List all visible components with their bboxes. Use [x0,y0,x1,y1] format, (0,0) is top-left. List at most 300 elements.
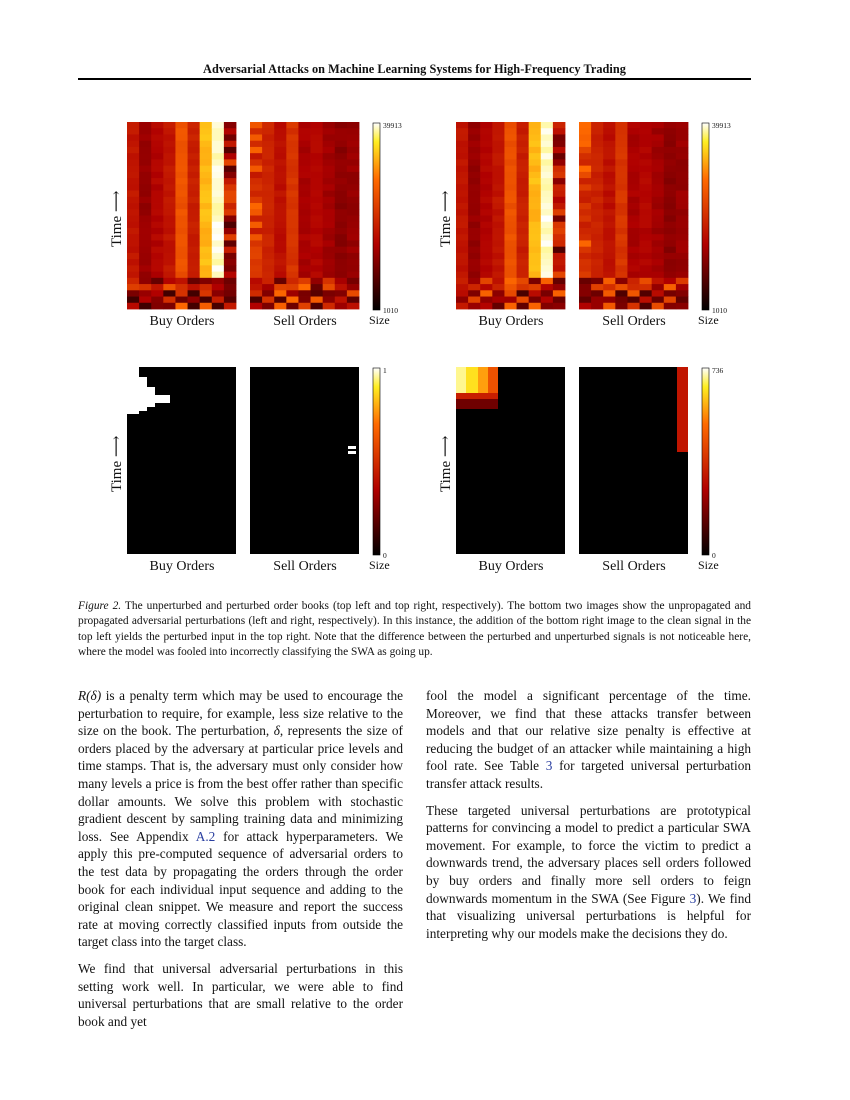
heatmap-cell [175,197,188,204]
heatmap-cell [492,184,505,191]
heatmap-cell [262,153,275,160]
heatmap-cell [480,134,493,141]
heatmap-cell [615,153,628,160]
heatmap-cell [347,122,360,129]
heatmap-cell [347,203,360,210]
heatmap-cell [212,197,225,204]
heatmap-cell [224,203,237,210]
heatmap-cell [163,134,176,141]
heatmap-cell [188,172,201,179]
heatmap-cell [323,191,336,198]
heatmap-cell [200,303,213,310]
heatmap-cell [468,153,481,160]
heatmap-cell [127,284,140,291]
heatmap-cell [541,278,554,285]
heatmap-cell [456,222,469,229]
heatmap-cell [139,272,152,279]
heatmap-cell [529,172,542,179]
heatmap-cell [492,122,505,129]
heatmap-cell [200,209,213,216]
heatmap-cell [311,166,324,173]
heatmap-cell [163,216,176,223]
heatmap-cell [163,153,176,160]
heatmap-cell [212,265,225,272]
heatmap-cell [139,290,152,297]
heatmap-cell [262,259,275,266]
heatmap-cell [553,272,566,279]
heatmap-cell [286,122,299,129]
heatmap-cell [163,272,176,279]
heatmap-cell [615,159,628,166]
heatmap-cell [468,209,481,216]
heatmap-cell [250,284,263,291]
heatmap-cell [652,216,665,223]
heatmap-cell [676,303,689,310]
heatmap-cell [468,203,481,210]
heatmap-cell [163,128,176,135]
buy-propagated-fade [456,399,498,409]
heatmap-cell [492,209,505,216]
heatmap-cell [311,222,324,229]
heatmap-cell [480,216,493,223]
heatmap-cell [553,303,566,310]
heatmap-cell [151,303,164,310]
heatmap-cell [640,153,653,160]
heatmap-cell [311,240,324,247]
heatmap-cell [579,191,592,198]
heatmap-cell [335,290,348,297]
heatmap-cell [504,184,517,191]
heatmap-cell [591,265,604,272]
heatmap-cell [504,216,517,223]
heatmap-cell [664,265,677,272]
heatmap-cell [250,303,263,310]
heatmap-cell [335,184,348,191]
heatmap-cell [212,178,225,185]
heatmap-cell [274,159,287,166]
heatmap-cell [603,240,616,247]
heatmap-cell [517,141,530,148]
heatmap-cell [480,191,493,198]
heatmap-cell [188,247,201,254]
heatmap-cell [127,141,140,148]
heatmap-cell [517,259,530,266]
heatmap-cell [640,178,653,185]
heatmap-cell [311,184,324,191]
heatmap-cell [615,272,628,279]
heatmap-cell [274,203,287,210]
text-span: fool the model a significant percentage of the time. Moreover, we find that these attacks transfer between models and that our relative size penalty is effective at reducing the budget of an attacker while maintaining a high fool rate. See Table [426,688,751,774]
heatmap-cell [579,147,592,154]
heatmap-cell [335,128,348,135]
heatmap-cell [492,166,505,173]
heatmap-cell [212,303,225,310]
heatmap-cell [224,191,237,198]
heatmap-cell [274,172,287,179]
heatmap-cell [335,253,348,260]
heatmap-cell [200,247,213,254]
heatmap-cell [553,290,566,297]
heatmap-cell [212,253,225,260]
heatmap-cell [579,303,592,310]
heatmap-cell [224,128,237,135]
heatmap-cell [212,240,225,247]
heatmap-cell [492,253,505,260]
heatmap-cell [603,209,616,216]
heatmap-cell [517,134,530,141]
heatmap-cell [151,147,164,154]
heatmap-cell [151,272,164,279]
heatmap-cell [615,147,628,154]
heatmap-cell [311,247,324,254]
heatmap-cell [468,216,481,223]
heatmap-cell [298,184,311,191]
heatmap-cell [250,147,263,154]
heatmap-cell [591,228,604,235]
heatmap-cell [553,259,566,266]
heatmap-cell [127,216,140,223]
heatmap-cell [504,247,517,254]
heatmap-cell [541,203,554,210]
heatmap-cell [127,297,140,304]
heatmap-cell [311,228,324,235]
heatmap-cell [480,247,493,254]
heatmap-cell [212,216,225,223]
heatmap-cell [504,259,517,266]
heatmap-cell [529,247,542,254]
heatmap-cell [224,259,237,266]
heatmap-cell [335,191,348,198]
heatmap-cell [541,259,554,266]
heatmap-cell [676,184,689,191]
heatmap-cell [298,240,311,247]
heatmap-cell [579,234,592,241]
heatmap-cell [250,122,263,129]
heatmap-cell [188,134,201,141]
heatmap-cell [529,166,542,173]
heatmap-cell [603,191,616,198]
heatmap-cell [456,234,469,241]
heatmap-cell [151,203,164,210]
heatmap-cell [676,209,689,216]
heatmap-cell [615,141,628,148]
heatmap-cell [676,234,689,241]
heatmap-cell [480,234,493,241]
heatmap-cell [603,272,616,279]
heatmap-cell [323,184,336,191]
heatmap-cell [579,184,592,191]
left-paragraph-1 [78,687,403,951]
heatmap-cell [480,147,493,154]
heatmap-cell [200,178,213,185]
heatmap-cell [640,228,653,235]
heatmap-cell [456,197,469,204]
heatmap-cell [335,203,348,210]
heatmap-cell [456,141,469,148]
heatmap-cell [615,203,628,210]
heatmap-cell [347,128,360,135]
heatmap-cell [200,265,213,272]
heatmap-cell [664,216,677,223]
heatmap-cell [311,122,324,129]
heatmap-cell [274,153,287,160]
heatmap-cell [175,128,188,135]
heatmap-cell [286,203,299,210]
heatmap-cell [579,278,592,285]
heatmap-cell [664,153,677,160]
heatmap-cell [627,128,640,135]
heatmap-cell [298,203,311,210]
heatmap-cell [286,153,299,160]
heatmap-cell [504,203,517,210]
heatmap-cell [468,197,481,204]
heatmap-cell [541,197,554,204]
heatmap-cell [664,172,677,179]
buy-orders-label: Buy Orders [149,559,215,574]
heatmap-cell [529,240,542,247]
heatmap-cell [163,159,176,166]
heatmap-cell [652,184,665,191]
heatmap-cell [676,166,689,173]
heatmap-cell [492,134,505,141]
heatmap-cell [591,141,604,148]
heatmap-cell [212,153,225,160]
heatmap-cell [335,134,348,141]
heatmap-cell [274,122,287,129]
heatmap-cell [224,134,237,141]
heatmap-cell [212,166,225,173]
figure-link[interactable]: 3 [689,890,697,906]
heatmap-cell [664,209,677,216]
heatmap-cell [224,159,237,166]
heatmap-cell [591,240,604,247]
heatmap-cell [652,303,665,310]
heatmap-cell [250,128,263,135]
heatmap-cell [175,178,188,185]
heatmap-cell [151,228,164,235]
heatmap-cell [286,253,299,260]
heatmap-cell [627,222,640,229]
heatmap-cell [175,147,188,154]
heatmap-cell [286,265,299,272]
heatmap-cell [175,284,188,291]
heatmap-cell [335,153,348,160]
heatmap-cell [664,203,677,210]
heatmap-cell [456,209,469,216]
heatmap-cell [553,184,566,191]
heatmap-cell [335,216,348,223]
heatmap-cell [640,253,653,260]
heatmap-cell [224,216,237,223]
heatmap-cell [127,240,140,247]
heatmap-cell [286,303,299,310]
left-column [78,687,403,1039]
heatmap-cell [274,284,287,291]
heatmap-cell [492,265,505,272]
heatmap-cell [627,178,640,185]
heatmap-cell [298,134,311,141]
heatmap-cell [480,203,493,210]
heatmap-cell [188,191,201,198]
heatmap-cell [480,303,493,310]
heatmap-cell [456,191,469,198]
heatmap-cell [553,216,566,223]
heatmap-cell [262,159,275,166]
left-paragraph-2: We find that universal adversarial perturbations in this setting work well. In particular, we were able to find universal perturbations that are small relative to the order book and yet [78,960,403,1029]
heatmap-cell [298,228,311,235]
heatmap-cell [311,172,324,179]
heatmap-cell [603,153,616,160]
heatmap-cell [676,128,689,135]
heatmap-cell [250,259,263,266]
table-link[interactable]: 3 [545,758,553,774]
heatmap-cell [311,153,324,160]
heatmap-cell [603,203,616,210]
heatmap-cell [676,228,689,235]
appendix-link[interactable]: A.2 [195,828,216,844]
heatmap-cell [262,203,275,210]
heatmap-cell [262,191,275,198]
heatmap-cell [188,141,201,148]
heatmap-cell [139,197,152,204]
heatmap-cell [200,184,213,191]
heatmap-cell [188,234,201,241]
heatmap-cell [250,134,263,141]
heatmap-cell [468,141,481,148]
heatmap-cell [139,247,152,254]
heatmap-cell [591,297,604,304]
heatmap-cell [640,272,653,279]
heatmap-cell [468,290,481,297]
heatmap-cell [188,240,201,247]
heatmap-cell [591,197,604,204]
heatmap-cell [311,272,324,279]
heatmap-cell [492,272,505,279]
heatmap-cell [323,172,336,179]
heatmap-cell [517,303,530,310]
text-span: for targeted universal perturbation transfer attack results. [426,758,751,791]
heatmap-cell [262,303,275,310]
heatmap-cell [652,159,665,166]
heatmap-cell [262,228,275,235]
heatmap-cell [468,191,481,198]
heatmap-cell [212,297,225,304]
heatmap-cell [335,147,348,154]
heatmap-cell [517,272,530,279]
heatmap-cell [504,228,517,235]
heatmap-cell [676,253,689,260]
heatmap-cell [274,259,287,266]
heatmap-cell [323,178,336,185]
heatmap-cell [262,141,275,148]
heatmap-cell [553,141,566,148]
heatmap-cell [664,197,677,204]
heatmap-cell [529,265,542,272]
heatmap-cell [640,159,653,166]
heatmap-cell [480,178,493,185]
heatmap-cell [262,272,275,279]
heatmap-cell [262,122,275,129]
heatmap-cell [504,290,517,297]
heatmap-cell [323,234,336,241]
heatmap-cell [541,147,554,154]
heatmap-cell [627,247,640,254]
heatmap-cell [553,265,566,272]
heatmap-cell [480,272,493,279]
heatmap-cell [250,240,263,247]
heatmap-cell [591,234,604,241]
heatmap-cell [311,297,324,304]
heatmap-cell [579,197,592,204]
heatmap-cell [517,209,530,216]
heatmap-cell [286,297,299,304]
heatmap-cell [529,197,542,204]
heatmap-cell [664,247,677,254]
heatmap-cell [664,297,677,304]
heatmap-cell [456,290,469,297]
heatmap-cell [200,259,213,266]
heatmap-cell [250,234,263,241]
heatmap-cell [188,259,201,266]
heatmap-cell [262,240,275,247]
heatmap-cell [480,259,493,266]
heatmap-cell [615,222,628,229]
heatmap-cell [456,184,469,191]
heatmap-cell [298,278,311,285]
heatmap-cell [529,278,542,285]
heatmap-cell [652,191,665,198]
text-span: These targeted universal perturbations are prototypical patterns for convincing a model to predict a particular SWA movement. For example, to force the victim to predict a downwards trend, the adversary places sell orders followed by buy orders and finally more sell orders to feign downwards momentum in the SWA (See Figure [426,802,751,906]
heatmap-cell [517,191,530,198]
heatmap-cell [335,197,348,204]
heatmap-cell [200,134,213,141]
heatmap-cell [529,141,542,148]
heatmap-cell [591,253,604,260]
heatmap-cell [591,209,604,216]
heatmap-cell [553,159,566,166]
heatmap-cell [579,265,592,272]
heatmap-cell [212,191,225,198]
heatmap-cell [456,303,469,310]
heatmap-cell [627,166,640,173]
heatmap-cell [676,122,689,129]
heatmap-cell [274,247,287,254]
buy-propagated-cell [478,367,488,397]
heatmap-cell [591,134,604,141]
heatmap-cell [323,209,336,216]
heatmap-cell [200,290,213,297]
heatmap-cell [480,197,493,204]
sell-orders-label: Sell Orders [602,559,666,574]
heatmap-cell [640,203,653,210]
heatmap-cell [627,290,640,297]
heatmap-cell [262,178,275,185]
caption-text: The unperturbed and perturbed order books (top left and top right, respectively). The bottom two images show the unpropagated and propagated adversarial perturbations (left and right, respectively). In this instance, the addition of the bottom right image to the clean signal in the top left yields the perturbed input in the top right. Note that the difference between the perturbed and unperturbed signals is not noticeable here, where the model was fooled into incorrectly classifying the SWA as going up. [78,600,751,659]
heatmap-cell [553,153,566,160]
heatmap-cell [517,234,530,241]
heatmap-cell [591,178,604,185]
heatmap-cell [676,178,689,185]
heatmap-cell [151,184,164,191]
heatmap-cell [553,284,566,291]
heatmap-cell [603,159,616,166]
heatmap-cell [212,122,225,129]
heatmap-cell [591,184,604,191]
heatmap-cell [286,234,299,241]
heatmap-cell [298,253,311,260]
heatmap-cell [175,191,188,198]
heatmap-cell [212,203,225,210]
